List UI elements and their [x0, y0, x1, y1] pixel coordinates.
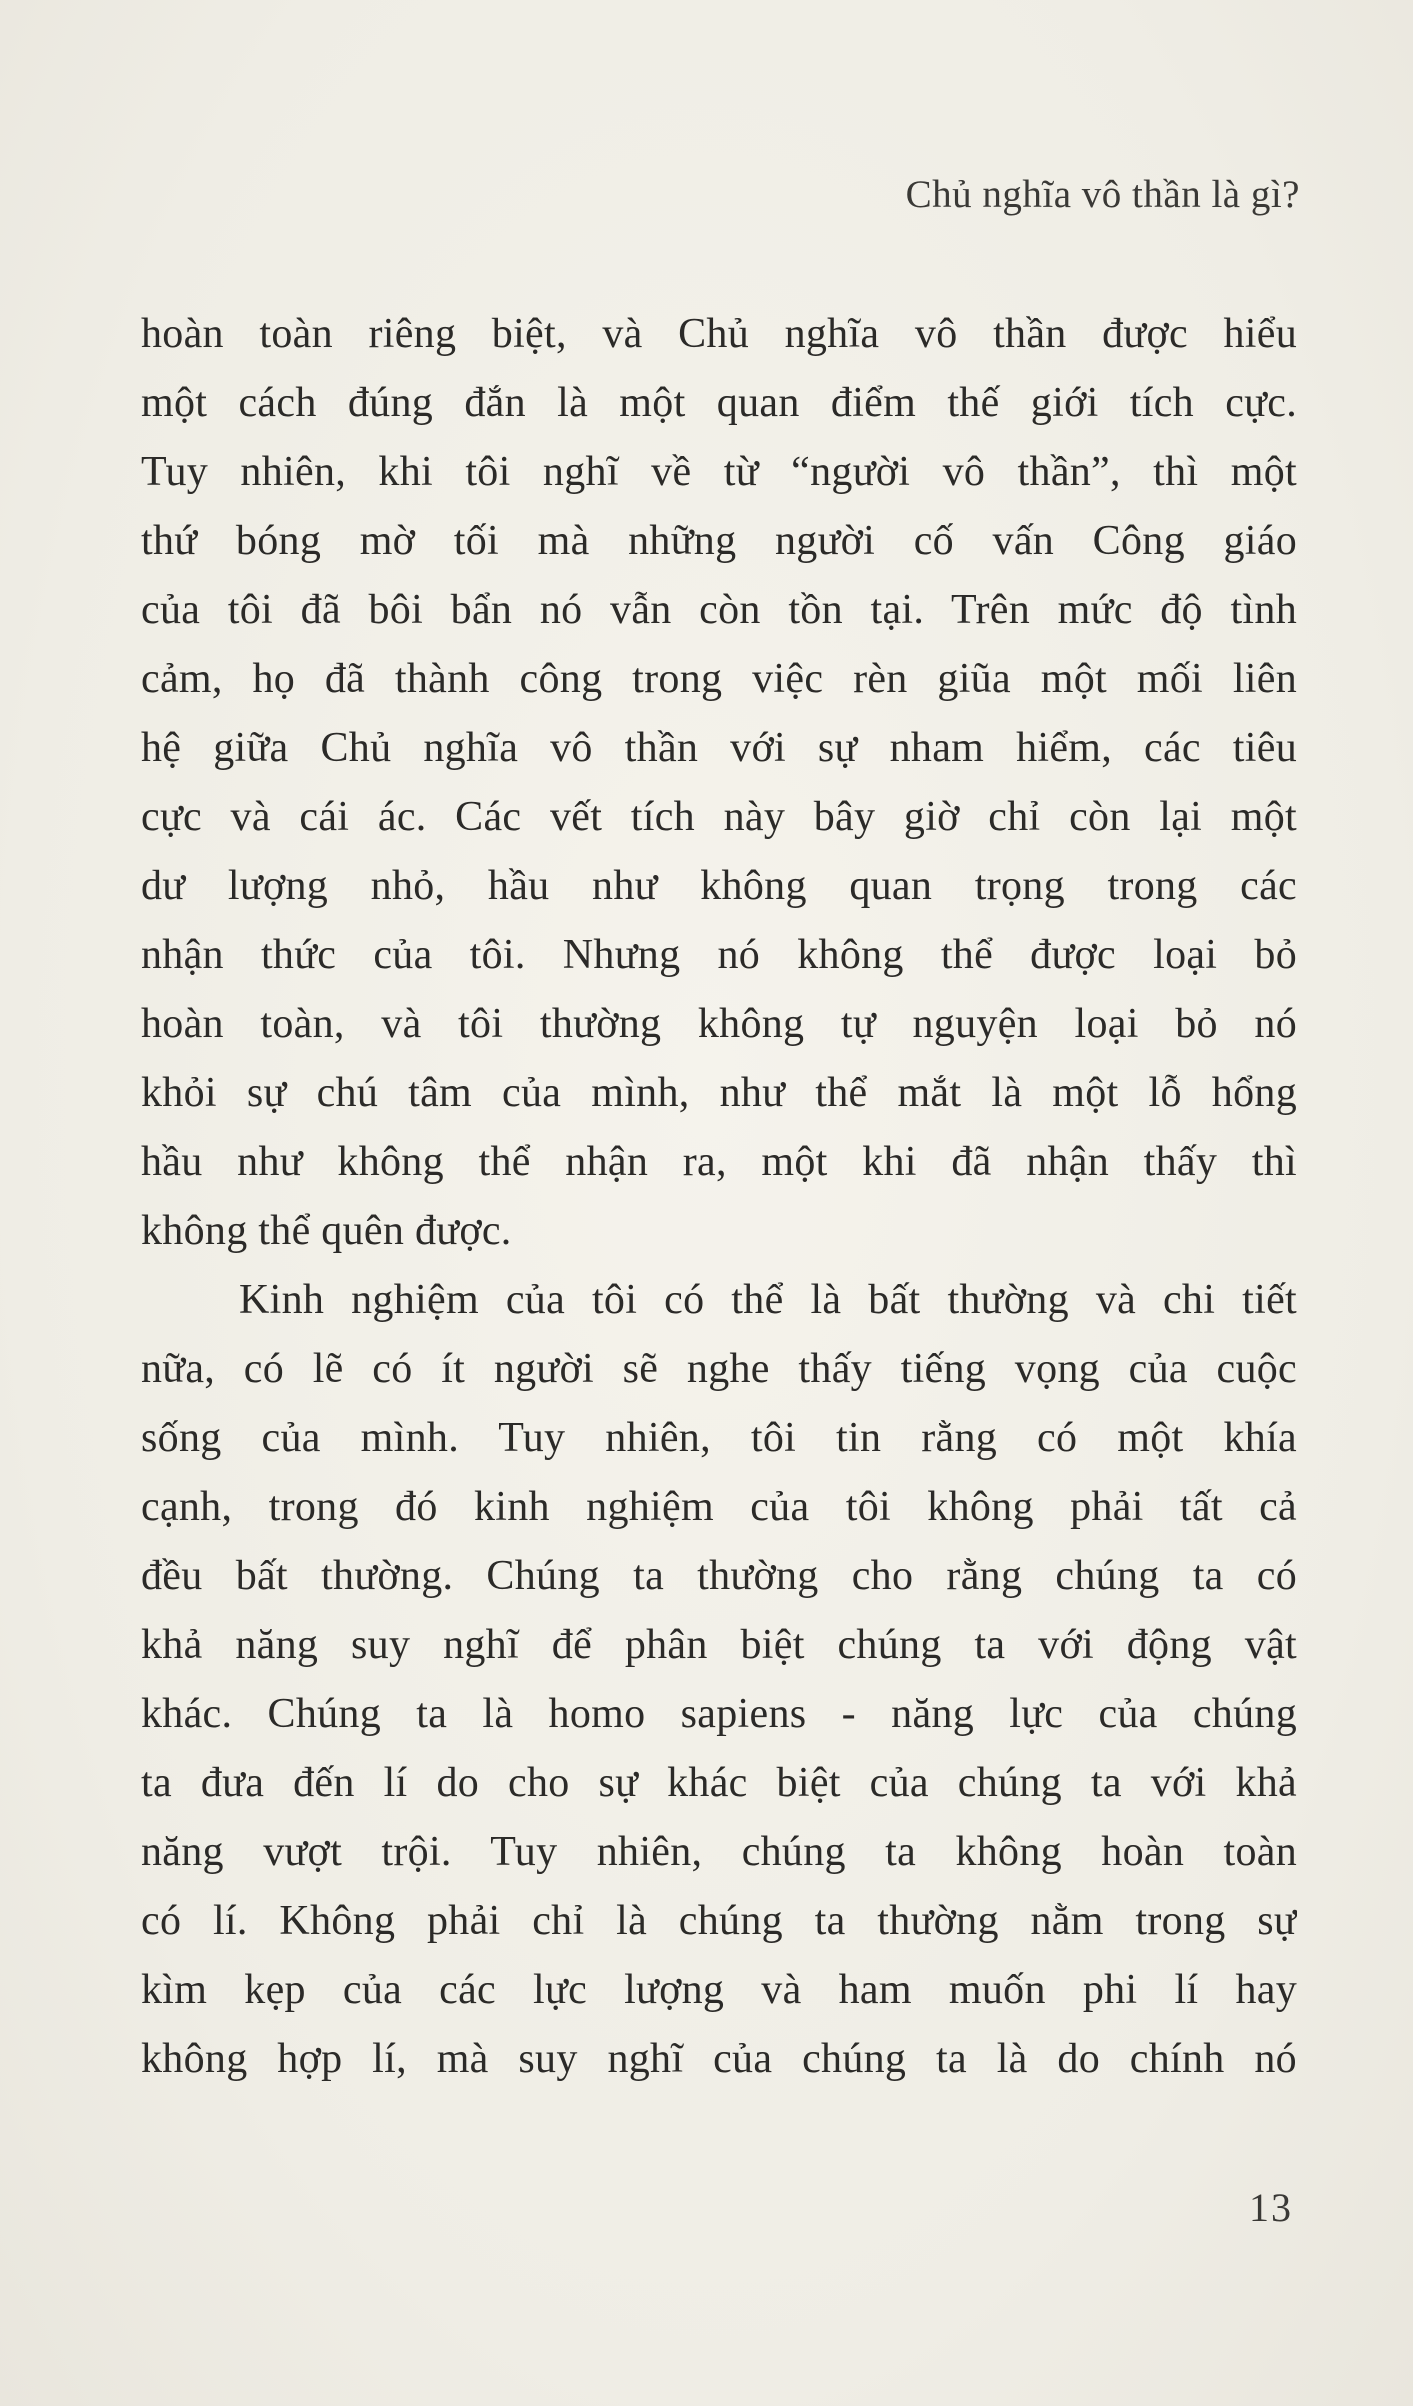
text-line: Kinh nghiệm của tôi có thể là bất thường và chi tiết — [239, 1277, 1297, 1323]
text-line: nhận thức của tôi. Nhưng nó không thể được loại bỏ — [141, 932, 1297, 978]
text-line: không thể quên được. — [141, 1208, 512, 1254]
text-line: khỏi sự chú tâm của mình, như thể mắt là một lỗ hổng — [141, 1070, 1297, 1116]
text-line: không hợp lí, mà suy nghĩ của chúng ta là do chính nó — [141, 2036, 1297, 2082]
text-line: khác. Chúng ta là homo sapiens - năng lực của chúng — [141, 1691, 1297, 1737]
paragraph-1 — [141, 300, 1297, 1266]
text-line: hoàn toàn, và tôi thường không tự nguyện loại bỏ nó — [141, 1001, 1297, 1047]
body-text — [141, 300, 1297, 2094]
text-line: dư lượng nhỏ, hầu như không quan trọng trong các — [141, 863, 1297, 909]
running-header: Chủ nghĩa vô thần là gì? — [905, 173, 1300, 216]
text-line: hầu như không thể nhận ra, một khi đã nhận thấy thì — [141, 1139, 1297, 1185]
text-line: cạnh, trong đó kinh nghiệm của tôi không phải tất cả — [141, 1484, 1297, 1530]
page-number: 13 — [1249, 2185, 1293, 2230]
text-line: hoàn toàn riêng biệt, và Chủ nghĩa vô thần được hiểu — [141, 311, 1297, 357]
text-line: Tuy nhiên, khi tôi nghĩ về từ “người vô thần”, thì một — [141, 449, 1297, 495]
text-line: thứ bóng mờ tối mà những người cố vấn Công giáo — [141, 518, 1297, 564]
text-line: nữa, có lẽ có ít người sẽ nghe thấy tiếng vọng của cuộc — [141, 1346, 1297, 1392]
text-line: cảm, họ đã thành công trong việc rèn giũa một mối liên — [141, 656, 1297, 702]
text-line: khả năng suy nghĩ để phân biệt chúng ta với động vật — [141, 1622, 1297, 1668]
text-line: của tôi đã bôi bẩn nó vẫn còn tồn tại. Trên mức độ tình — [141, 587, 1297, 633]
text-line: một cách đúng đắn là một quan điểm thế giới tích cực. — [141, 380, 1297, 426]
text-line: sống của mình. Tuy nhiên, tôi tin rằng có một khía — [141, 1415, 1297, 1461]
text-line: hệ giữa Chủ nghĩa vô thần với sự nham hiểm, các tiêu — [141, 725, 1297, 771]
paragraph-2 — [141, 1266, 1297, 2094]
text-line: có lí. Không phải chỉ là chúng ta thường nằm trong sự — [141, 1898, 1297, 1944]
text-line: cực và cái ác. Các vết tích này bây giờ chỉ còn lại một — [141, 794, 1297, 840]
text-line: năng vượt trội. Tuy nhiên, chúng ta không hoàn toàn — [141, 1829, 1297, 1875]
text-line: đều bất thường. Chúng ta thường cho rằng chúng ta có — [141, 1553, 1297, 1599]
text-line: ta đưa đến lí do cho sự khác biệt của chúng ta với khả — [141, 1760, 1297, 1806]
text-line: kìm kẹp của các lực lượng và ham muốn phi lí hay — [141, 1967, 1297, 2013]
